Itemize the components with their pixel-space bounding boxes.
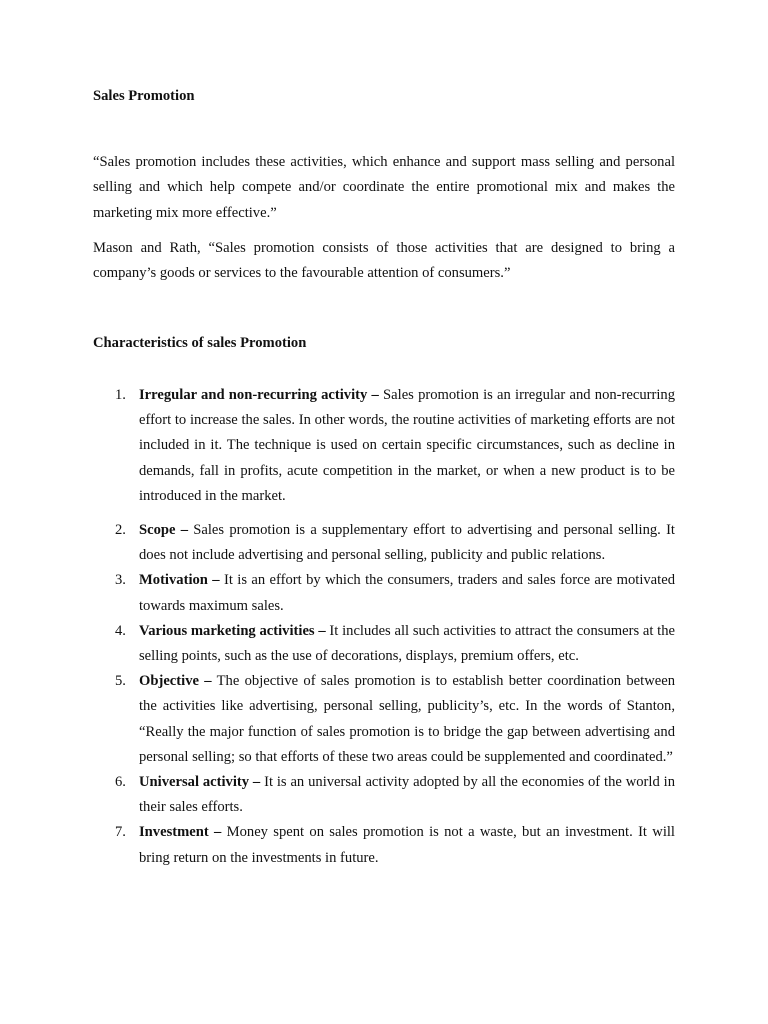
list-item-text: Sales promotion is an irregular and non-recurring effort to increase the sales. In other words, the routine activities of marketing efforts are not included in it. The technique is used on certain specific circumstances, such as decline in demands, fall in profits, acute competition in the market, or when a new product is to be introduced in the market. (139, 387, 676, 504)
characteristics-list (93, 383, 675, 871)
list-item-term: Investment – (139, 824, 222, 841)
list-item-text: Money spent on sales promotion is not a waste, but an investment. It will bring return on the investments in future. (139, 824, 675, 866)
list-item-term: Various marketing activities – (139, 622, 326, 639)
definition-quote: “Sales promotion includes these activities, which enhance and support mass selling and personal selling and which help compete and/or coordinate the entire promotional mix and makes the marketing mix more effective.” (93, 154, 675, 221)
page-title: Sales Promotion (93, 88, 195, 104)
list-item (93, 669, 675, 770)
list-item-number: 5. (115, 673, 126, 690)
list-item-term: Objective – (139, 673, 212, 690)
list-item (93, 770, 675, 820)
section-heading: Characteristics of sales Promotion (93, 335, 307, 351)
list-item (93, 383, 675, 509)
list-item (93, 820, 675, 870)
list-item (93, 518, 675, 568)
list-item (93, 619, 675, 669)
list-item-term: Scope – (139, 522, 189, 539)
list-item-term: Universal activity – (139, 774, 261, 791)
list-item (93, 568, 675, 618)
list-item-number: 3. (115, 572, 126, 589)
list-item-number: 4. (115, 622, 126, 639)
list-item-text: It includes all such activities to attract the consumers at the selling points, such as the use of decorations, displays, premium offers, etc. (139, 622, 675, 665)
mason-rath-quote: Mason and Rath, “Sales promotion consists of those activities that are designed to bring a company’s goods or services to the favourable attention of consumers.” (93, 240, 675, 282)
list-item-text: It is an universal activity adopted by all the economies of the world in their sales efforts. (139, 774, 675, 816)
list-item-term: Motivation – (139, 572, 220, 589)
list-item-text: The objective of sales promotion is to establish better coordination between the activities like advertising, personal selling, publicity’s, etc. In the words of Stanton, “Really the major function of sales promotion is to bridge the gap between advertising and personal selling; so that efforts of these two areas could be supplemented and coordinated.” (139, 673, 675, 765)
list-item-text: Sales promotion is a supplementary effort to advertising and personal selling. It does not include advertising and personal selling, publicity and public relations. (139, 522, 675, 564)
list-item-number: 6. (115, 774, 126, 791)
list-item-text: It is an effort by which the consumers, traders and sales force are motivated towards maximum sales. (139, 572, 675, 614)
list-item-term: Irregular and non-recurring activity – (139, 387, 379, 403)
list-item-number: 1. (115, 387, 126, 403)
list-item-number: 2. (115, 522, 126, 539)
list-item-number: 7. (115, 824, 126, 841)
